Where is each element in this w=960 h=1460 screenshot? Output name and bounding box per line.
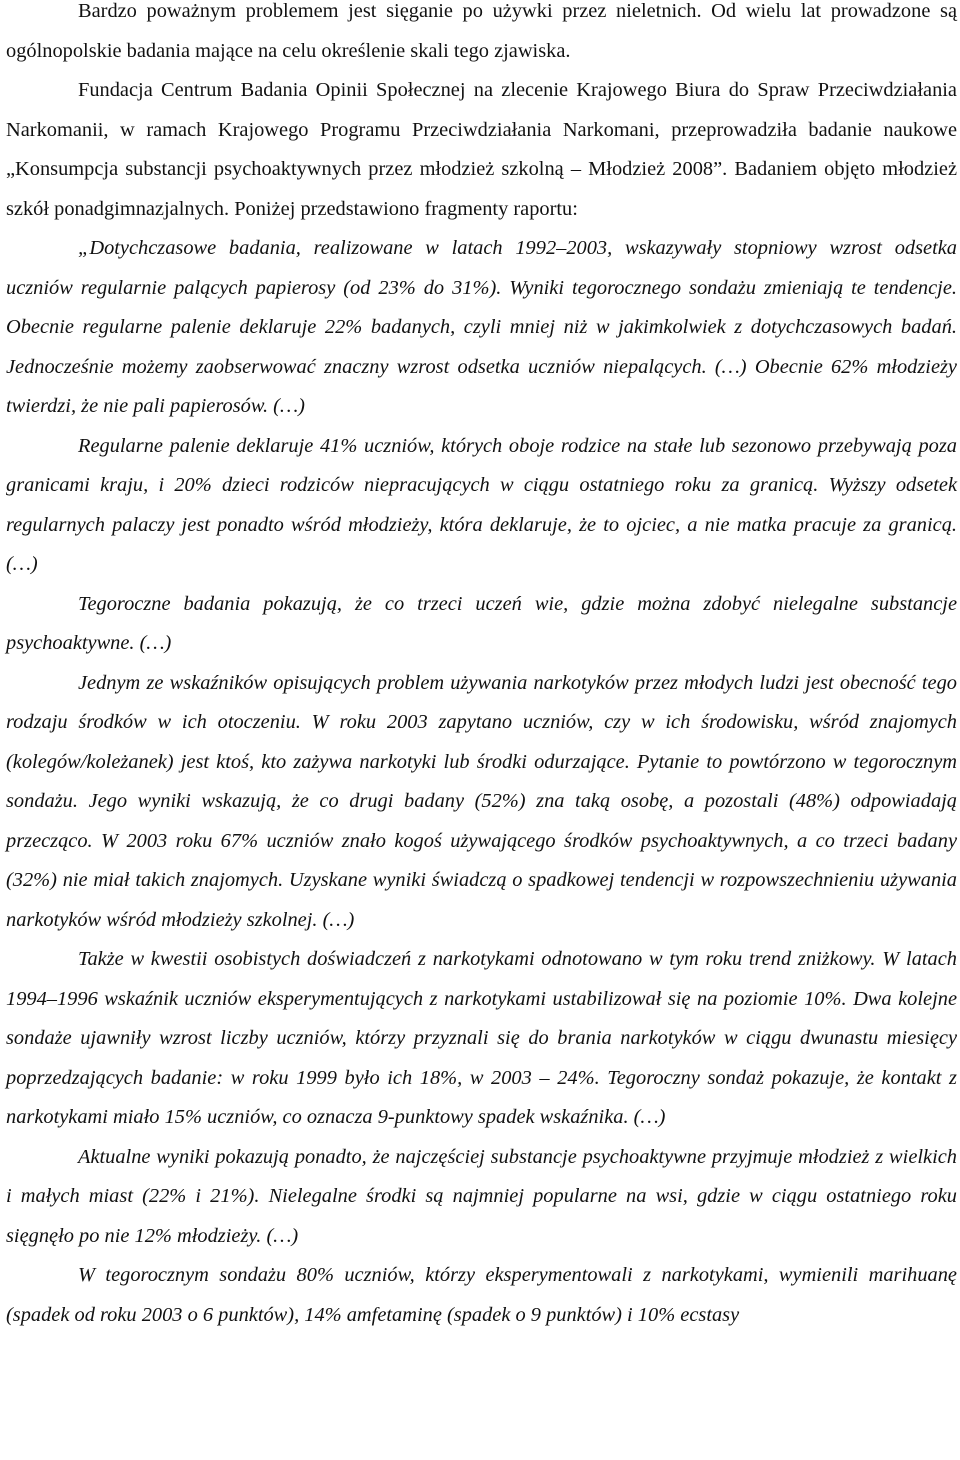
quote-paragraph: W tegorocznym sondażu 80% uczniów, którzy eksperymentowali z narkotykami, wymienili marihuanę (spadek od roku 2003 o 6 punktów), 14% amfetaminę (spadek o 9 punktów) i 10% ecstasy [6,1264,957,1326]
quote-paragraph: Jednym ze wskaźników opisujących problem używania narkotyków przez młodych ludzi jest obecność tego rodzaju środków w ich otoczeniu. W roku 2003 zapytano uczniów, czy w ich środowisku, wśród znajomych (kolegów/koleżanek) jest ktoś, kto zażywa narkotyki lub środki odurzające. Pytanie to powtórzono w tegorocznym sondażu. Jego wyniki wskazują, że co drugi badany (52%) zna taką osobę, a pozostali (48%) odpowiadają przecząco. W 2003 roku 67% uczniów znało kogoś używającego środków psychoaktywnych, a co trzeci badany (32%) nie miał takich znajomych. Uzyskane wyniki świadczą o spadkowej tendencji w rozpowszechnieniu używania narkotyków wśród młodzieży szkolnej. (…) [6,671,957,931]
intro-paragraph: Bardzo poważnym problemem jest sięganie po używki przez nieletnich. Od wielu lat prowadzone są ogólnopolskie badania mające na celu określenie skali tego zjawiska. [6,0,957,62]
quote-paragraph: Regularne palenie deklaruje 41% uczniów, których oboje rodzice na stałe lub sezonowo przebywają poza granicami kraju, i 20% dzieci rodziców niepracujących w ciągu ostatniego roku za granicą. Wyższy odsetek regularnych palaczy jest ponadto wśród młodzieży, która deklaruje, że to ojciec, a nie matka pracuje za granicą. (…) [6,434,957,575]
quote-paragraph: Aktualne wyniki pokazują ponadto, że najczęściej substancje psychoaktywne przyjmuje młodzież z wielkich i małych miast (22% i 21%). Nielegalne środki są najmniej popularne na wsi, gdzie w ciągu ostatniego roku sięgnęło po nie 12% młodzieży. (…) [6,1145,957,1247]
intro-paragraph: Fundacja Centrum Badania Opinii Społecznej na zlecenie Krajowego Biura do Spraw Przeciwdziałania Narkomanii, w ramach Krajowego Programu Przeciwdziałania Narkomani, przeprowadziła badanie naukowe „Konsumpcja substancji psychoaktywnych przez młodzież szkolną – Młodzież 2008”. Badaniem objęto młodzież szkół ponadgimnazjalnych. Poniżej przedstawiono fragmenty raportu: [6,79,957,220]
quote-paragraph: Także w kwestii osobistych doświadczeń z narkotykami odnotowano w tym roku trend zniżkowy. W latach 1994–1996 wskaźnik uczniów eksperymentujących z narkotykami ustabilizował się na poziomie 10%. Dwa kolejne sondaże ujawniły wzrost liczby uczniów, którzy przyznali się do brania narkotyków w ciągu dwunastu miesięcy poprzedzających badanie: w roku 1999 było ich 18%, w 2003 – 24%. Tegoroczny sondaż pokazuje, że kontakt z narkotykami miało 15% uczniów, co oznacza 9-punktowy spadek wskaźnika. (…) [6,948,957,1128]
quote-paragraph: „Dotychczasowe badania, realizowane w latach 1992–2003, wskazywały stopniowy wzrost odsetka uczniów regularnie palących papierosy (od 23% do 31%). Wyniki tegorocznego sondażu zmieniają te tendencje. Obecnie regularne palenie deklaruje 22% badanych, czyli mniej niż w jakimkolwiek z dotychczasowych badań. Jednocześnie możemy zaobserwować znaczny wzrost odsetka uczniów niepalących. (…) Obecnie 62% młodzieży twierdzi, że nie pali papierosów. (…) [6,237,957,417]
document-page [6,0,957,1335]
quote-paragraph: Tegoroczne badania pokazują, że co trzeci uczeń wie, gdzie można zdobyć nielegalne substancje psychoaktywne. (…) [6,592,957,654]
